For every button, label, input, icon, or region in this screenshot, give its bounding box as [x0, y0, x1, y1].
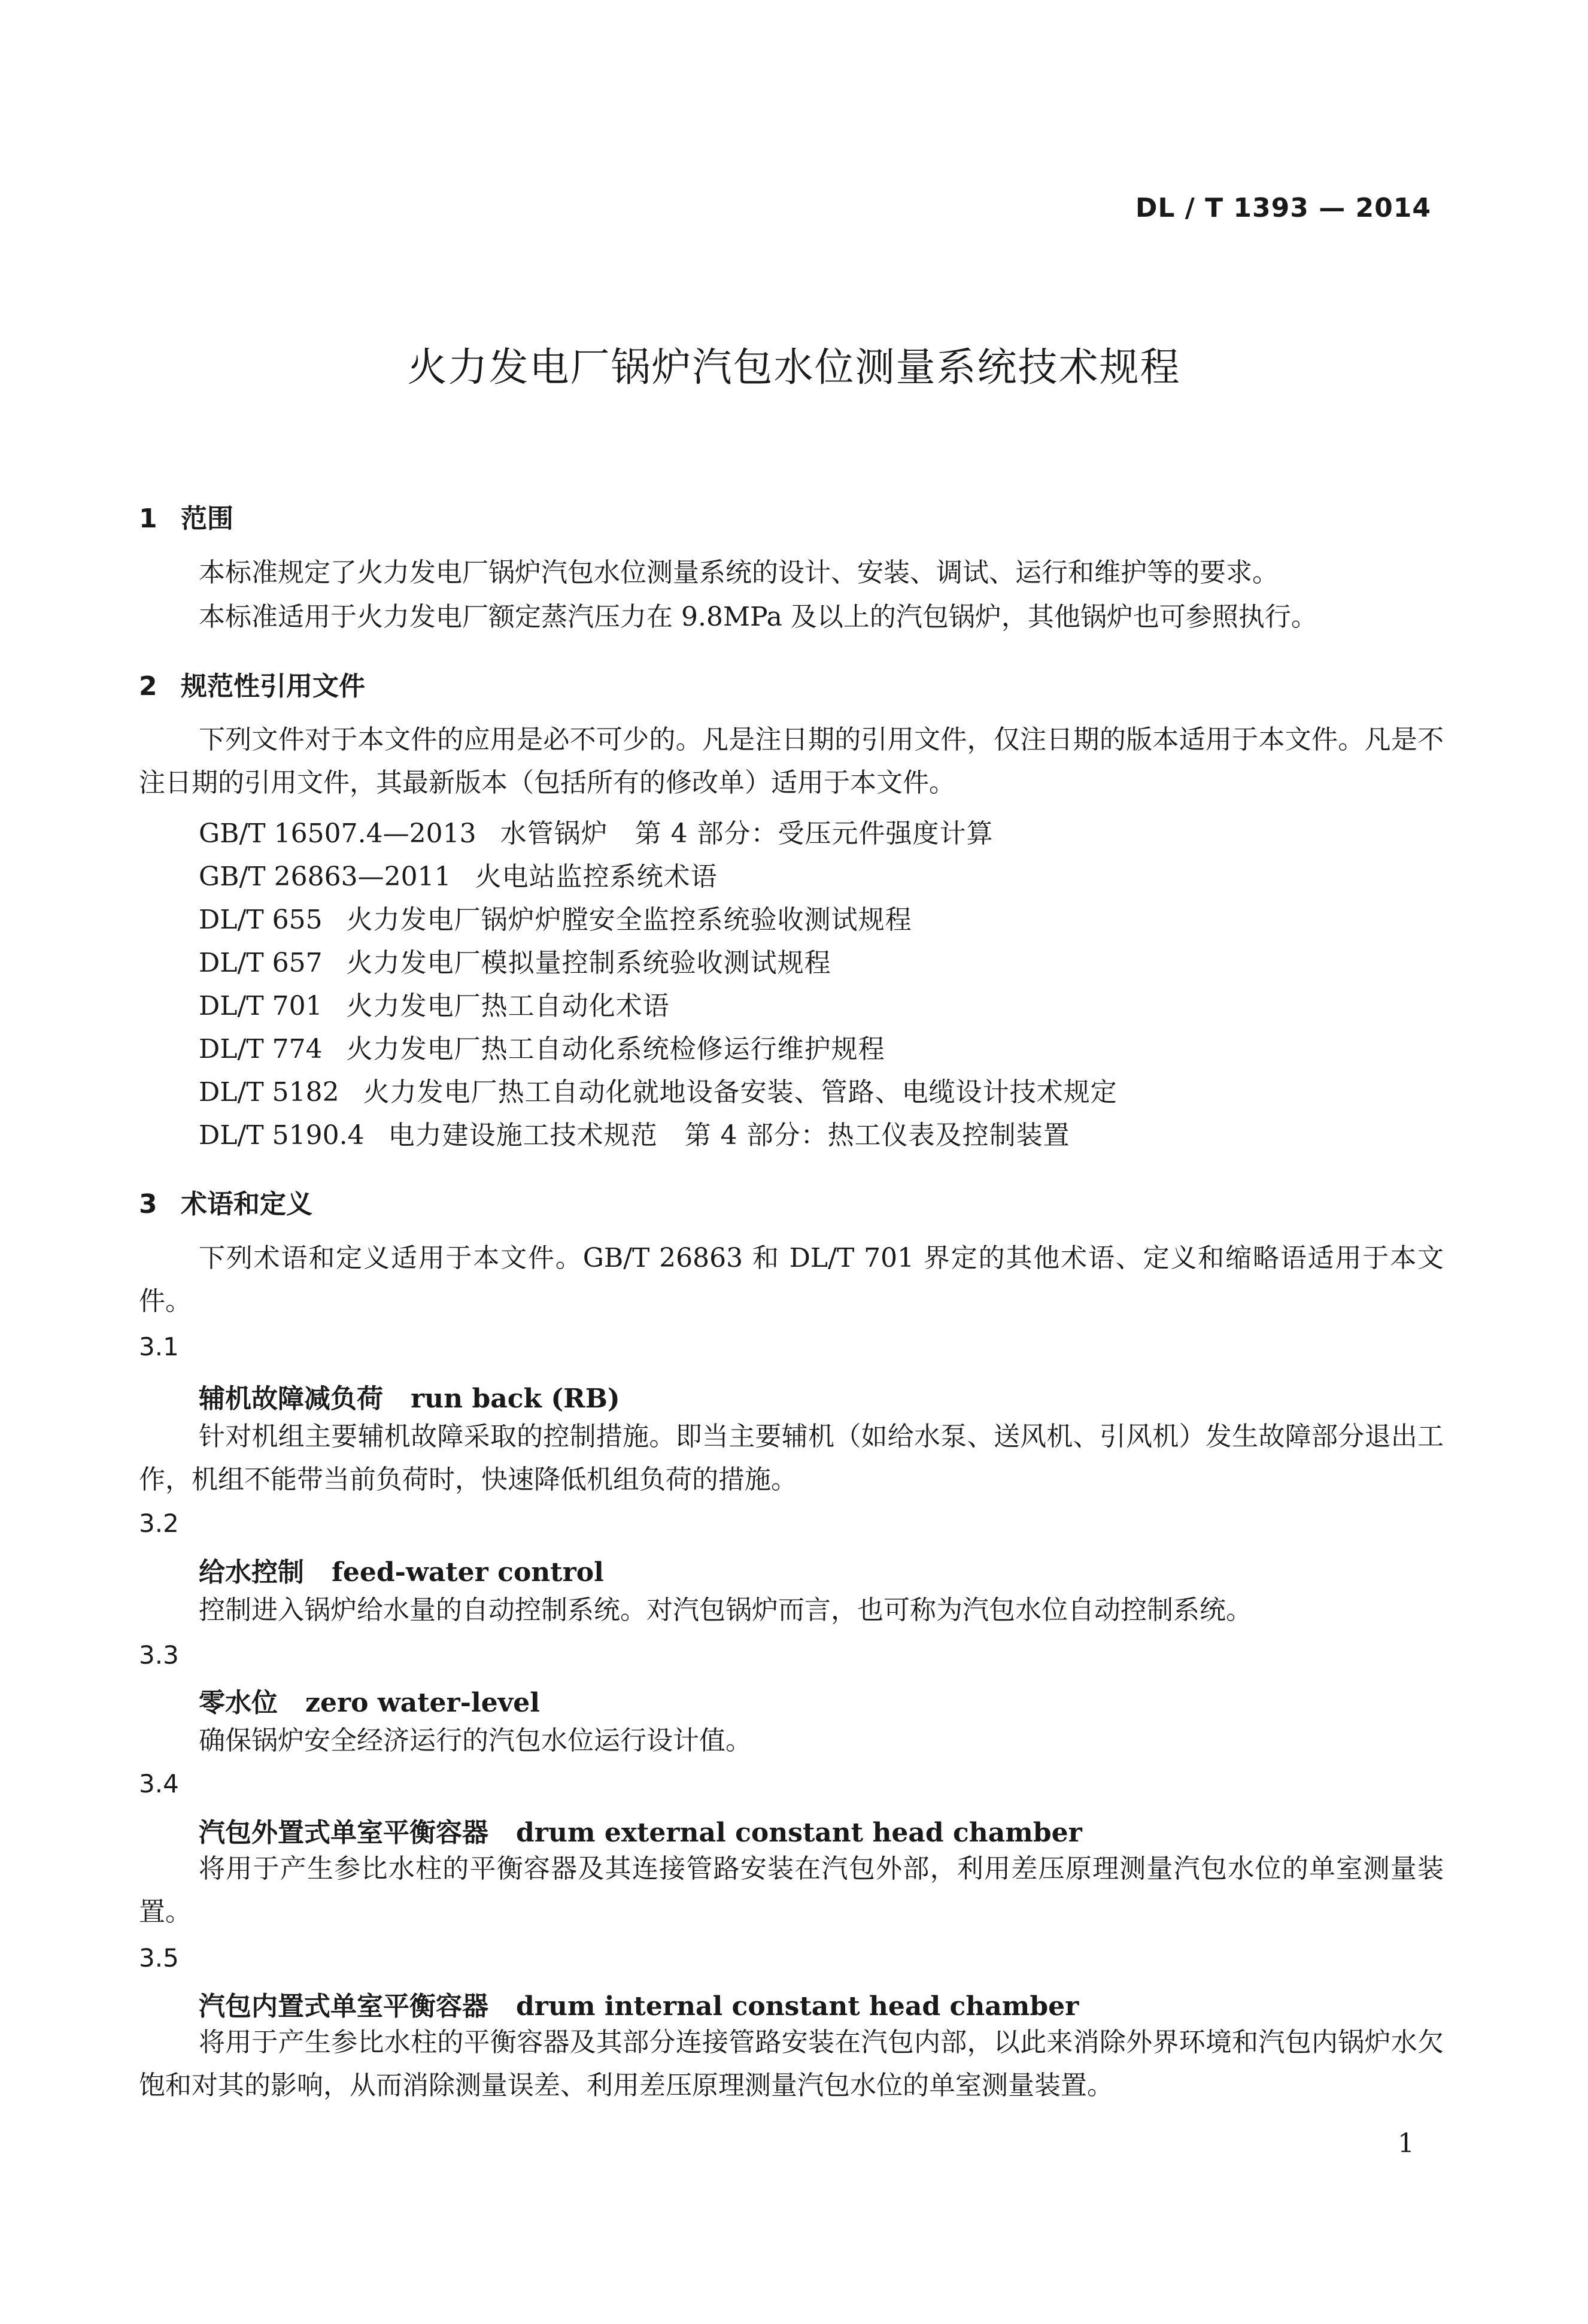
reference-code: DL/T 774	[199, 1034, 323, 1064]
terms-intro: 下列术语和定义适用于本文件。GB/T 26863 和 DL/T 701 界定的其他术语、定义和缩略语适用于本文件。	[139, 1243, 1444, 1316]
section-heading-scope	[139, 497, 233, 535]
page-number: 1	[1398, 2128, 1414, 2159]
references-intro: 下列文件对于本文件的应用是必不可少的。凡是注日期的引用文件，仅注日期的版本适用于本文件。凡是不注日期的引用文件，其最新版本（包括所有的修改单）适用于本文件。	[139, 724, 1444, 798]
scope-line-1: 本标准规定了火力发电厂锅炉汽包水位测量系统的设计、安装、调试、运行和维护等的要求。	[199, 557, 1279, 588]
reference-title: 火电站监控系统术语	[475, 861, 718, 892]
reference-code: DL/T 5190.4	[199, 1120, 365, 1151]
reference-title: 火力发电厂模拟量控制系统验收测试规程	[346, 948, 831, 978]
term-name	[199, 1377, 620, 1415]
term-definition: 确保锅炉安全经济运行的汽包水位运行设计值。	[199, 1725, 752, 1756]
term-en: drum internal constant head chamber	[516, 1991, 1079, 2022]
term-number: 3.4	[139, 1769, 179, 1798]
term-cn: 零水位	[199, 1688, 278, 1718]
reference-code: DL/T 701	[199, 991, 323, 1021]
reference-title: 火力发电厂热工自动化就地设备安装、管路、电缆设计技术规定	[363, 1077, 1118, 1108]
reference-item	[199, 1027, 885, 1066]
reference-title: 水管锅炉 第 4 部分：受压元件强度计算	[500, 818, 994, 849]
term-cn: 给水控制	[199, 1557, 304, 1588]
term-cn: 辅机故障减负荷	[199, 1384, 383, 1414]
term-number: 3.3	[139, 1640, 179, 1670]
term-name	[199, 1985, 1079, 2023]
term-definition: 针对机组主要辅机故障采取的控制措施。即当主要辅机（如给水泵、送风机、引风机）发生故障部分退出工作，机组不能带当前负荷时，快速降低机组负荷的措施。	[139, 1421, 1444, 1495]
reference-code: DL/T 5182	[199, 1077, 339, 1108]
term-en: zero water-level	[305, 1688, 540, 1718]
term-name	[199, 1811, 1082, 1849]
reference-item	[199, 812, 994, 850]
page-title: 火力发电厂锅炉汽包水位测量系统技术规程	[407, 344, 1181, 390]
term-number: 3.5	[139, 1943, 179, 1973]
reference-code: DL/T 657	[199, 948, 323, 978]
reference-item	[199, 984, 670, 1023]
reference-title: 电力建设施工技术规范 第 4 部分：热工仪表及控制装置	[388, 1120, 1070, 1151]
reference-title: 火力发电厂热工自动化术语	[346, 991, 670, 1021]
reference-title: 火力发电厂锅炉炉膛安全监控系统验收测试规程	[346, 905, 912, 935]
section-title: 范围	[181, 503, 233, 534]
term-cn: 汽包内置式单室平衡容器	[199, 1991, 488, 2022]
term-number: 3.2	[139, 1509, 179, 1538]
term-definition: 将用于产生参比水柱的平衡容器及其部分连接管路安装在汽包内部，以此来消除外界环境和汽包内锅炉水欠饱和对其的影响，从而消除测量误差、利用差压原理测量汽包水位的单室测量装置。	[139, 2027, 1444, 2101]
reference-code: GB/T 26863—2011	[199, 861, 451, 892]
reference-item	[199, 941, 831, 979]
section-number: 1	[139, 503, 157, 534]
reference-code: DL/T 655	[199, 905, 323, 935]
term-definition: 控制进入锅炉给水量的自动控制系统。对汽包锅炉而言，也可称为汽包水位自动控制系统。	[199, 1595, 1252, 1625]
standard-code: DL / T 1393 — 2014	[1135, 193, 1431, 223]
term-definition: 将用于产生参比水柱的平衡容器及其连接管路安装在汽包外部，利用差压原理测量汽包水位的单室测量装置。	[139, 1853, 1444, 1927]
reference-item	[199, 898, 912, 936]
section-title: 术语和定义	[181, 1189, 312, 1219]
section-title: 规范性引用文件	[181, 671, 365, 702]
reference-item	[199, 1070, 1118, 1109]
term-name	[199, 1681, 540, 1719]
term-en: run back (RB)	[411, 1384, 620, 1414]
term-en: drum external constant head chamber	[516, 1818, 1082, 1848]
reference-item	[199, 855, 718, 893]
reference-code: GB/T 16507.4—2013	[199, 818, 476, 849]
term-name	[199, 1551, 604, 1589]
section-number: 3	[139, 1189, 157, 1219]
section-heading-terms	[139, 1182, 312, 1221]
term-number: 3.1	[139, 1332, 179, 1361]
scope-line-2: 本标准适用于火力发电厂额定蒸汽压力在 9.8MPa 及以上的汽包锅炉，其他锅炉也可参照执行。	[199, 602, 1317, 632]
section-heading-normative-references	[139, 665, 365, 703]
term-en: feed-water control	[332, 1557, 604, 1588]
reference-item	[199, 1114, 1070, 1152]
term-cn: 汽包外置式单室平衡容器	[199, 1818, 488, 1848]
reference-title: 火力发电厂热工自动化系统检修运行维护规程	[346, 1034, 885, 1064]
section-number: 2	[139, 671, 157, 702]
